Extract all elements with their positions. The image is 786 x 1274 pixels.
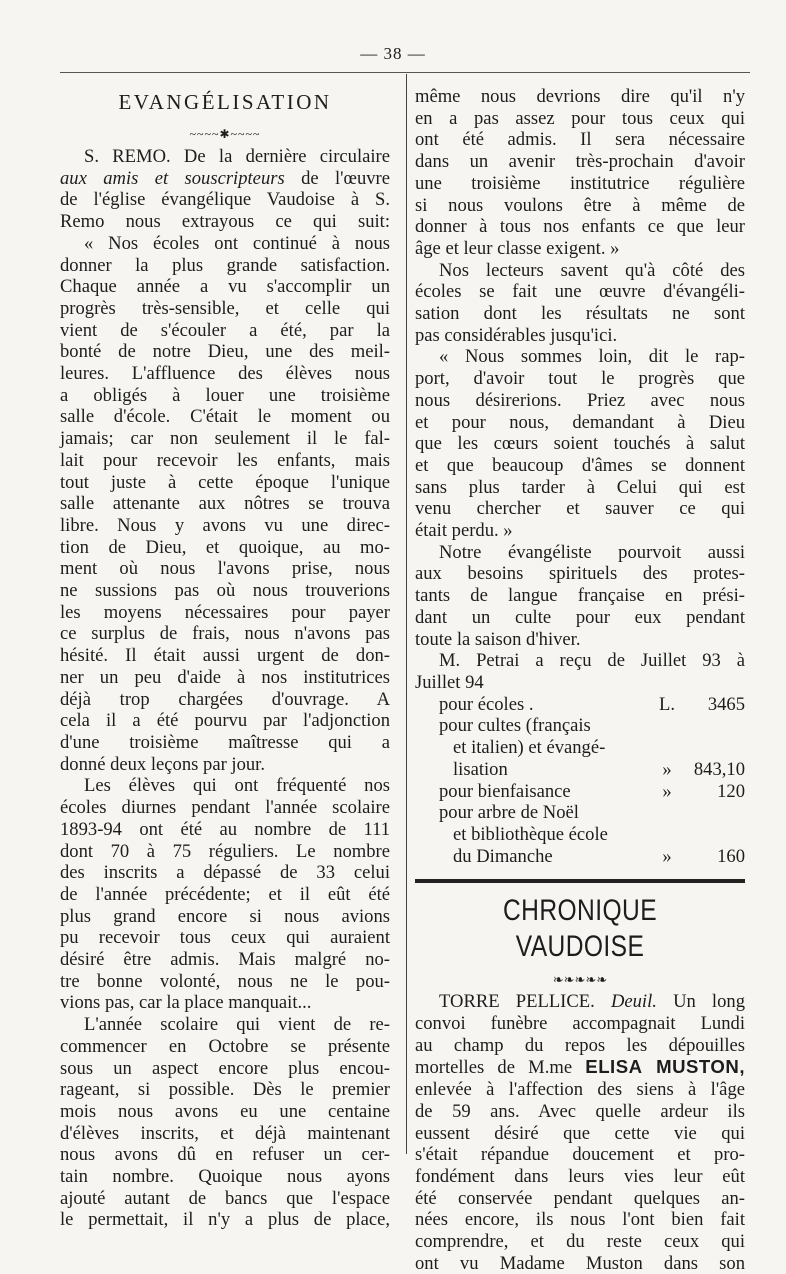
chronique-title: CHRONIQUE VAUDOISE <box>502 894 658 964</box>
account-currency <box>653 802 681 824</box>
text-line: pu recevoir tous ceux qui auraient <box>60 927 390 949</box>
news-tag: Deuil. <box>610 991 657 1013</box>
italic-phrase: aux amis et souscripteurs <box>60 167 285 189</box>
text-line: leures. L'affluence des élèves nous <box>60 363 390 385</box>
text-line: plus grand encore si nous avions <box>60 905 390 927</box>
text-line <box>415 991 745 1013</box>
account-amount <box>681 715 745 737</box>
text-line: été conservée pendant quelques an- <box>415 1187 745 1209</box>
account-row <box>415 715 745 737</box>
text-line: aux besoins spirituels des protes- <box>415 563 745 585</box>
account-row <box>415 781 745 803</box>
text-line: d'une troisième maîtresse qui a <box>60 731 390 753</box>
text-line: Chaque année a vu s'accomplir un <box>60 276 390 298</box>
text-line: dans un avenir très-prochain d'avoir <box>415 151 745 173</box>
text-line: tion de Dieu, et quoique, au mo- <box>60 536 390 558</box>
text-line: venu chercher et sauver ce qui <box>415 498 745 520</box>
column-divider <box>406 74 407 1154</box>
account-amount <box>681 737 745 759</box>
text-line: de 59 ans. Avec quelle ardeur ils <box>415 1100 745 1122</box>
text-line: tout juste à cette époque l'unique <box>60 471 390 493</box>
text-line: nous désirerions. Priez avec nous <box>415 389 745 411</box>
account-currency: » <box>662 780 672 802</box>
text-line: convoi funèbre accompagnait Lundi <box>415 1013 745 1035</box>
text-line: Notre évangéliste pourvoit aussi <box>439 541 745 563</box>
account-currency <box>653 737 681 759</box>
text-line: libre. Nous y avons vu une direc- <box>60 514 390 536</box>
account-label: pour écoles . <box>439 693 534 715</box>
text-line: mois nous avons eu une centaine <box>60 1100 390 1122</box>
text-line: « Nos écoles ont continué à nous <box>84 232 390 254</box>
text-line: de l'année précédente; et il eût été <box>60 883 390 905</box>
text-line: en a pas assez pour tous ceux qui <box>415 107 745 129</box>
header-rule <box>60 72 750 73</box>
text-line: aux amis et souscripteurs de l'œuvre <box>60 167 390 189</box>
account-row <box>415 694 745 716</box>
right-article-text <box>415 86 745 694</box>
account-row <box>415 846 745 868</box>
text-line: commencer en Octobre se présente <box>60 1035 390 1057</box>
text-line: Juillet 94 <box>415 671 484 693</box>
text-line: Remo nous extrayous ce qui suit: <box>60 211 390 233</box>
text-line: fondément dans leurs vies leur eût <box>415 1165 745 1187</box>
text-line: si nous voulons être à même de <box>415 194 745 216</box>
deceased-name: ELISA MUSTON, <box>585 1056 745 1078</box>
place-name: TORRE PELLICE. <box>439 991 595 1013</box>
right-column <box>415 86 745 1274</box>
account-row <box>415 802 745 824</box>
text-line: tre bonne volonté, nous ne le pou- <box>60 970 390 992</box>
text-line: écoles se fait une œuvre d'évangéli- <box>415 281 745 303</box>
text-line: même nous devrions dire qu'il n'y <box>415 86 745 107</box>
text-line: comprendre, et du reste ceux qui <box>415 1231 745 1253</box>
text-line: S. REMO. De la dernière circulaire <box>84 146 390 167</box>
text-line: déjà trop chargées d'ouvrage. A <box>60 688 390 710</box>
account-amount: 843,10 <box>693 758 745 780</box>
account-label: lisation <box>453 758 508 780</box>
account-row <box>415 824 745 846</box>
section-rule <box>415 879 745 883</box>
text-line: dont 70 à 75 réguliers. Le nombre <box>60 840 390 862</box>
ornament-divider: ~~~~✱~~~~ <box>189 127 261 141</box>
account-label: et bibliothèque école <box>453 823 608 845</box>
account-row <box>415 759 745 781</box>
text-line: vient de s'écouler a été, par la <box>60 319 390 341</box>
text-line: au champ du repos les dépouilles <box>415 1034 745 1056</box>
text-line: cela il a été pourvu par l'adjonction <box>60 710 390 732</box>
text-line: donner à tous nos enfants ce que leur <box>415 216 745 238</box>
account-label: du Dimanche <box>453 845 553 867</box>
text-line: salle attenante aux nôtres se trouva <box>60 493 390 515</box>
account-label: pour bienfaisance <box>439 780 571 802</box>
text-line: tain nombre. Quoique nous ayons <box>60 1166 390 1188</box>
text-line: vions pas, car la place manquait... <box>60 992 312 1014</box>
text-line: des inscrits a dépassé de 33 celui <box>60 862 390 884</box>
text-line: a obligés à louer une troisième <box>60 384 390 406</box>
account-currency <box>653 715 681 737</box>
text-line: 1893-94 ont été au nombre de 111 <box>60 818 390 840</box>
text-line: et que beaucoup d'âmes se donnent <box>415 454 745 476</box>
text-line: rageant, si possible. Dès le premier <box>60 1079 390 1101</box>
text-line: nous avons dû en refuser un cer- <box>60 1144 390 1166</box>
text-line: bonté de notre Dieu, une des meil- <box>60 341 390 363</box>
text-line: ce surplus de frais, nous n'avons pas <box>60 623 390 645</box>
torre-pellice-article <box>415 991 745 1274</box>
account-currency <box>653 824 681 846</box>
text-line: progrès très-sensible, et celle qui <box>60 297 390 319</box>
text-line: donné deux leçons par jour. <box>60 753 265 775</box>
text-line: sans plus tarder à Celui qui est <box>415 476 745 498</box>
text-line: salle d'école. C'était le moment ou <box>60 406 390 428</box>
text-line: les moyens nécessaires pour payer <box>60 601 390 623</box>
chronique-ornament: ❧❧❧❧❧ <box>552 972 608 988</box>
text-line: lait pour recevoir les enfants, mais <box>60 449 390 471</box>
text-line: jamais; car non seulement il le fal- <box>60 428 390 450</box>
text-line: sation dont les résultats ne sont <box>415 303 745 325</box>
text-line: le permettait, il n'y a plus de place, <box>60 1209 390 1231</box>
left-column <box>60 86 390 1231</box>
text-line: donner la plus grande satisfaction. <box>60 254 390 276</box>
text-line: était perdu. » <box>415 520 513 542</box>
text-line: s'était répandue doucement et pro- <box>415 1144 745 1166</box>
left-article-text <box>60 146 390 1231</box>
text-line: M. Petrai a reçu de Juillet 93 à <box>439 650 745 672</box>
account-label: pour cultes (français <box>439 715 591 737</box>
text-line: ner un peu d'aide à nos institutrices <box>60 666 390 688</box>
text-line: ajouté autant de bancs que l'espace <box>60 1187 390 1209</box>
text-line: âge et leur classe exigent. » <box>415 237 620 259</box>
text-line: que les cœurs soient touchés à salut <box>415 433 745 455</box>
text-line: ont été admis. Il sera nécessaire <box>415 129 745 151</box>
account-amount <box>681 802 745 824</box>
account-label: et italien) et évangé- <box>453 737 606 759</box>
section-title-evangelisation: EVANGÉLISATION <box>118 90 332 114</box>
text-line: hésité. Il était aussi urgent de don- <box>60 645 390 667</box>
account-currency: » <box>662 845 672 867</box>
text-line: Les élèves qui ont fréquenté nos <box>84 775 390 797</box>
text-line: L'année scolaire qui vient de re- <box>84 1014 390 1036</box>
text-line: dant un culte pour eux pendant <box>415 606 745 628</box>
text-line: une troisième institutrice régulière <box>415 172 745 194</box>
text-line: désiré être admis. Mais malgré no- <box>60 949 390 971</box>
text-line: toute la saison d'hiver. <box>415 628 581 650</box>
text-line: et pour nous, demandant à Dieu <box>415 411 745 433</box>
account-amount: 3465 <box>707 693 745 715</box>
text-line: eussent désiré que cette vie qui <box>415 1122 745 1144</box>
accounts-table <box>415 694 745 868</box>
text-line: de l'église évangélique Vaudoise à S. <box>60 189 390 211</box>
text-line: tants de langue française en prési- <box>415 585 745 607</box>
text-line: pas considérables jusqu'ici. <box>415 324 618 346</box>
text-line: d'élèves inscrits, et déjà maintenant <box>60 1122 390 1144</box>
account-amount: 160 <box>717 845 745 867</box>
text-line: « Nous sommes loin, dit le rap- <box>439 346 745 368</box>
account-amount <box>681 824 745 846</box>
account-currency: » <box>662 758 672 780</box>
page-number: — 38 — <box>360 44 426 63</box>
account-label: pour arbre de Noël <box>439 802 579 824</box>
text-line: sous un aspect encore plus encou- <box>60 1057 390 1079</box>
text-line: port, d'avoir tout le progrès que <box>415 368 745 390</box>
account-amount: 120 <box>717 780 745 802</box>
account-currency: L. <box>658 693 675 715</box>
text-line: écoles diurnes pendant l'année scolaire <box>60 797 390 819</box>
text-fragment: mortelles de M.me <box>415 1057 573 1079</box>
text-line: ne sussions pas où nous trouverions <box>60 580 390 602</box>
text-fragment: Un long <box>673 991 745 1013</box>
text-line: nées encore, ils nous l'ont bien fait <box>415 1209 745 1231</box>
text-line: ment où nous l'avons prise, nous <box>60 558 390 580</box>
text-line: ont vu Madame Muston dans son <box>415 1252 745 1274</box>
text-line: enlevée à l'affection des siens à l'âge <box>415 1079 745 1101</box>
text-line <box>415 1056 745 1079</box>
account-row <box>415 737 745 759</box>
text-line: Nos lecteurs savent qu'à côté des <box>439 259 745 281</box>
